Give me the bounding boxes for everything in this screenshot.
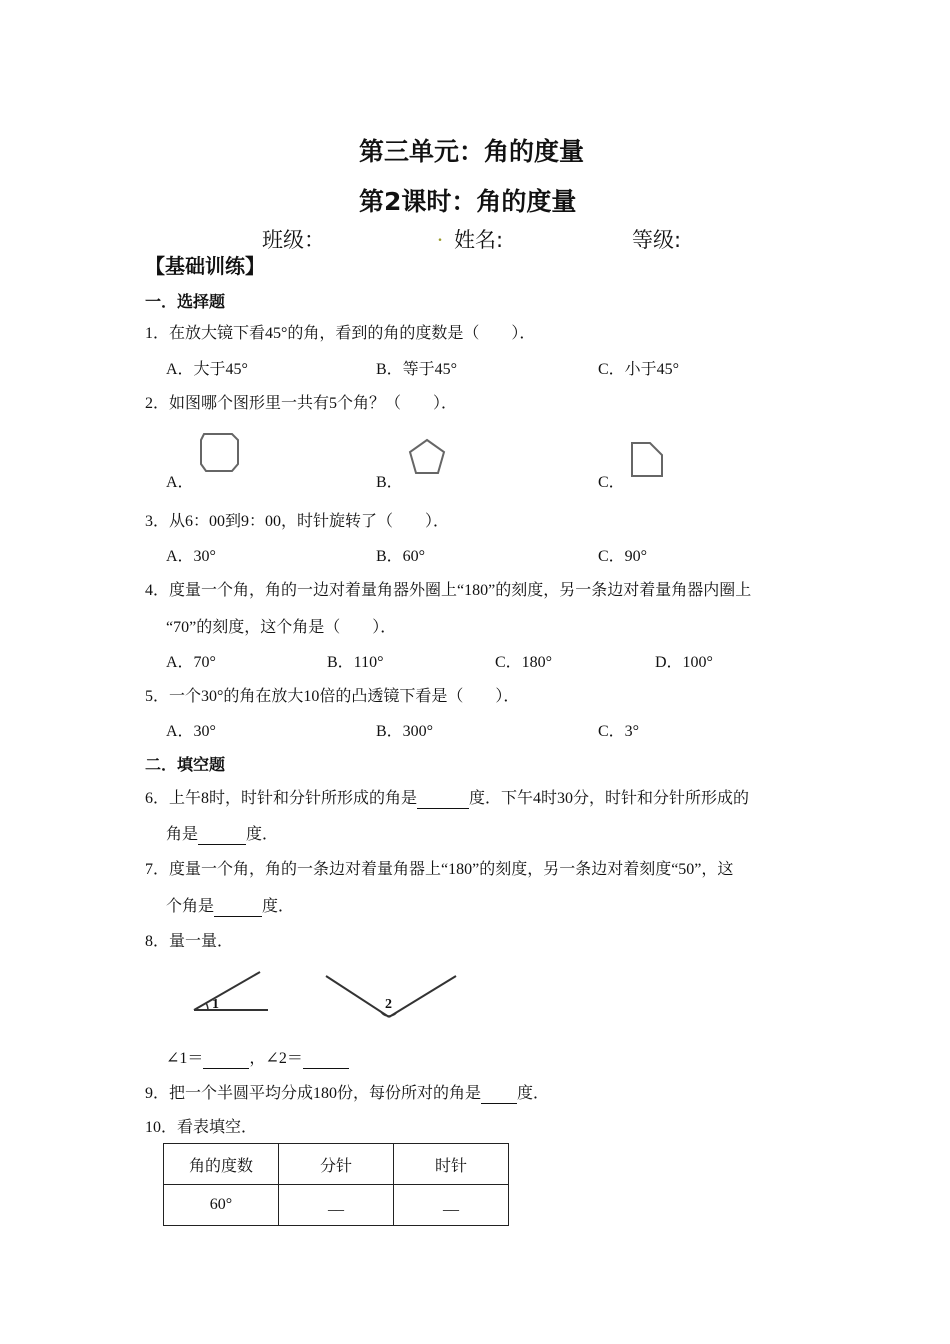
q8-answers [166, 1045, 349, 1069]
q9-blank[interactable] [481, 1085, 517, 1104]
q6-blank-2[interactable] [198, 826, 246, 845]
angle-2-figure [322, 972, 460, 1022]
q10-table [163, 1143, 509, 1226]
q1-stem: 1．在放大镜下看45°的角，看到的角的度数是（ ）． [145, 325, 536, 342]
q3-option-b: B．60° [376, 548, 426, 565]
q7-line1: 7．度量一个角，角的一条边对着量角器上“180”的刻度，另一条边对着刻度“50”，这 [145, 861, 734, 878]
q1-option-b: B．等于45° [376, 361, 458, 378]
hexagon-figure [198, 430, 242, 474]
q7-text-a: 个角是 [166, 898, 215, 915]
q1-option-c: C．小于45° [598, 361, 680, 378]
table-row [164, 1185, 509, 1226]
angle-1-label: 1 [212, 997, 219, 1012]
q4-option-c: C．180° [495, 654, 553, 671]
q8-sep: ， [249, 1050, 266, 1067]
q8-answer-a: ∠1＝ [166, 1050, 204, 1067]
q9-text-a: 9．把一个半圆平均分成180份，每份所对的角是 [145, 1085, 482, 1102]
q6-text-a: 6．上午8时，时针和分针所形成的角是 [145, 790, 418, 807]
q5-option-c: C．3° [598, 723, 640, 740]
q5-option-a: A．30° [166, 723, 216, 740]
q8-stem: 8．量一量． [145, 933, 234, 950]
cut-square-figure [628, 440, 668, 480]
q9-text-b: 度． [517, 1085, 550, 1102]
q8-blank-2[interactable] [303, 1050, 349, 1069]
page-title: 第三单元：角的度量 [359, 137, 585, 166]
q4-option-a: A．70° [166, 654, 216, 671]
q2-option-b: B． [376, 474, 403, 491]
table-cell-blank[interactable]: __ [279, 1185, 394, 1226]
q3-stem: 3．从6：00到9：00，时针旋转了（ ）． [145, 513, 450, 530]
q6-text-c: 角是 [166, 826, 199, 843]
pentagon-figure [406, 437, 448, 477]
q2-stem: 2．如图哪个图形里一共有5个角？（ ）． [145, 395, 458, 412]
table-header-cell: 角的度数 [164, 1144, 279, 1185]
table-header-cell: 分针 [279, 1144, 394, 1185]
q9-line [145, 1080, 549, 1104]
table-header-cell: 时针 [394, 1144, 509, 1185]
q4-option-b: B．110° [327, 654, 384, 671]
lesson-title: 第2课时：角的度量 [359, 187, 577, 216]
q7-blank[interactable] [214, 898, 262, 917]
q6-line1 [145, 785, 749, 809]
q6-text-d: 度． [246, 826, 279, 843]
q8-answer-b: ∠2＝ [265, 1050, 303, 1067]
angle-2-label: 2 [385, 997, 392, 1012]
table-cell-blank[interactable]: __ [394, 1185, 509, 1226]
q7-text-b: 度． [262, 898, 295, 915]
q5-option-b: B．300° [376, 723, 434, 740]
q7-line2 [166, 893, 294, 917]
q6-blank-1[interactable] [417, 790, 469, 809]
q2-option-c: C． [598, 474, 625, 491]
q4-option-d: D．100° [655, 654, 713, 671]
section-basic: 【基础训练】 [145, 254, 265, 278]
table-cell: 60° [164, 1185, 279, 1226]
q5-stem: 5．一个30°的角在放大10倍的凸透镜下看是（ ）． [145, 688, 520, 705]
q3-option-c: C．90° [598, 548, 648, 565]
q6-line2 [166, 821, 278, 845]
part1-heading: 一．选择题 [145, 292, 226, 311]
name-label: 姓名: [454, 228, 504, 252]
q3-option-a: A．30° [166, 548, 216, 565]
grade-label: 等级: [632, 228, 682, 252]
class-label: 班级： [262, 228, 325, 252]
q6-text-b: 度．下午4时30分，时针和分针所形成的 [469, 790, 750, 807]
angle-1-figure [190, 968, 272, 1016]
q2-option-a: A． [166, 474, 194, 491]
q8-blank-1[interactable] [203, 1050, 249, 1069]
table-header-row [164, 1144, 509, 1185]
part2-heading: 二．填空题 [145, 755, 226, 774]
q4-stem-line2: “70”的刻度，这个角是（ ）． [166, 619, 397, 636]
info-dot: . [438, 228, 442, 245]
q1-option-a: A．大于45° [166, 361, 248, 378]
q10-stem: 10．看表填空． [145, 1119, 258, 1136]
q4-stem-line1: 4．度量一个角，角的一边对着量角器外圈上“180”的刻度，另一条边对着量角器内圈上 [145, 582, 752, 599]
